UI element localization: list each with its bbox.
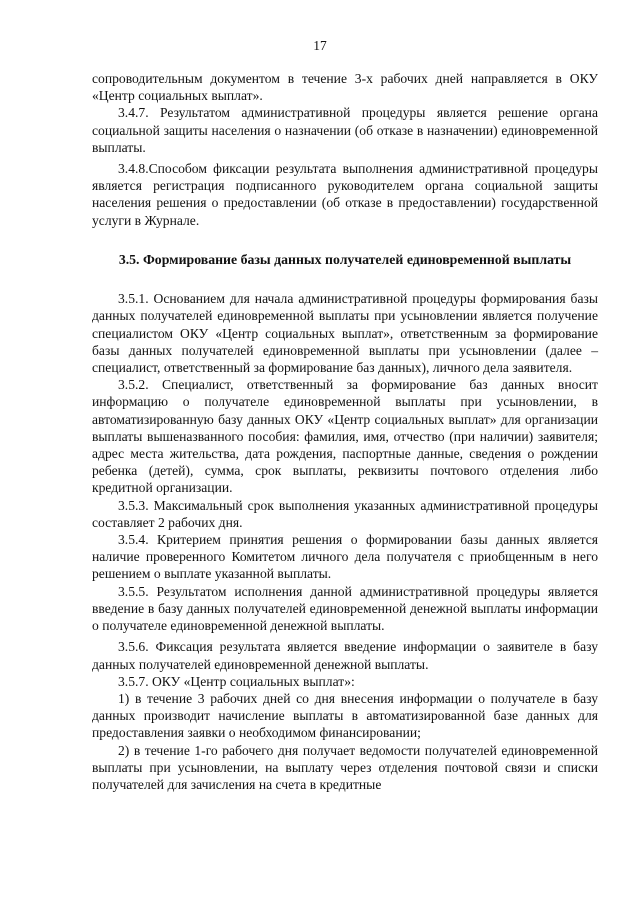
paragraph-3-4-8: 3.4.8.Способом фиксации результата выполнения административной процедуры является регистрация подписанного руководителем органа социальной защиты населения решения о предоставлении (об отказе в предоставлении) государственной услуги в Журнале. xyxy=(92,161,598,228)
section-heading: 3.5. Формирование базы данных получателей единовременной выплаты xyxy=(118,251,572,267)
paragraph-3-4-7: 3.4.7. Результатом административной процедуры является решение органа социальной защиты населения о назначении (об отказе в назначении) единовременной выплаты. xyxy=(92,105,598,155)
paragraph-3-5-7: 3.5.7. ОКУ «Центр социальных выплат»: xyxy=(118,673,355,689)
paragraph-3-5-6: 3.5.6. Фиксация результата является введение информации о заявителе в базу данных получателей единовременной денежной выплаты. xyxy=(92,639,598,672)
page-number: 17 xyxy=(313,38,327,53)
paragraph-continuation: сопроводительным документом в течение 3-х рабочих дней направляется в ОКУ «Центр социальных выплат». xyxy=(92,71,598,104)
paragraph-3-5-4: 3.5.4. Критерием принятия решения о формировании базы данных является наличие проверенного Комитетом личного дела получателя с приобщенным в него решением о выплате указанной выплаты. xyxy=(92,532,598,582)
paragraph-3-5-1: 3.5.1. Основанием для начала административной процедуры формирования базы данных получателей единовременной выплаты при усыновлении является получение специалистом ОКУ «Центр социальных выплат», ответственным за формирование базы данных получателей единовременной выплаты при усыновлении (далее – специалист, ответственный за формирование баз данных), личного дела заявителя. xyxy=(92,291,598,376)
paragraph-3-5-2: 3.5.2. Специалист, ответственный за формирование баз данных вносит информацию о получателе единовременной выплаты при усыновлении, в автоматизированную базу данных ОКУ «Центр социальных выплат» для организации выплаты вышеназванного пособия: фамилия, имя, отчество (при наличии) заявителя; адрес места жительства, дата рождения, паспортные данные, сведения о рождении ребенка (детей), сумма, срок выплаты, реквизиты почтового отделения либо кредитной организации. xyxy=(92,377,598,496)
document-body xyxy=(92,70,598,793)
list-item-2: 2) в течение 1-го рабочего дня получает ведомости получателей единовременной выплаты при усыновлении, на выплату через отделения почтовой связи и списки получателей для зачисления на счета в кредитные xyxy=(92,742,598,792)
paragraph-3-5-3: 3.5.3. Максимальный срок выполнения указанных административной процедуры составляет 2 рабочих дня. xyxy=(92,497,598,530)
list-item-1: 1) в течение 3 рабочих дней со дня внесения информации о получателе в базу данных производит начисление выплаты в автоматизированной базе данных для предоставления заявки о необходимом финансировании; xyxy=(92,690,598,741)
paragraph-3-5-5: 3.5.5. Результатом исполнения данной административной процедуры является введение в базу данных получателей единовременной денежной выплаты информации о получателе единовременной денежной выплаты. xyxy=(92,583,598,634)
